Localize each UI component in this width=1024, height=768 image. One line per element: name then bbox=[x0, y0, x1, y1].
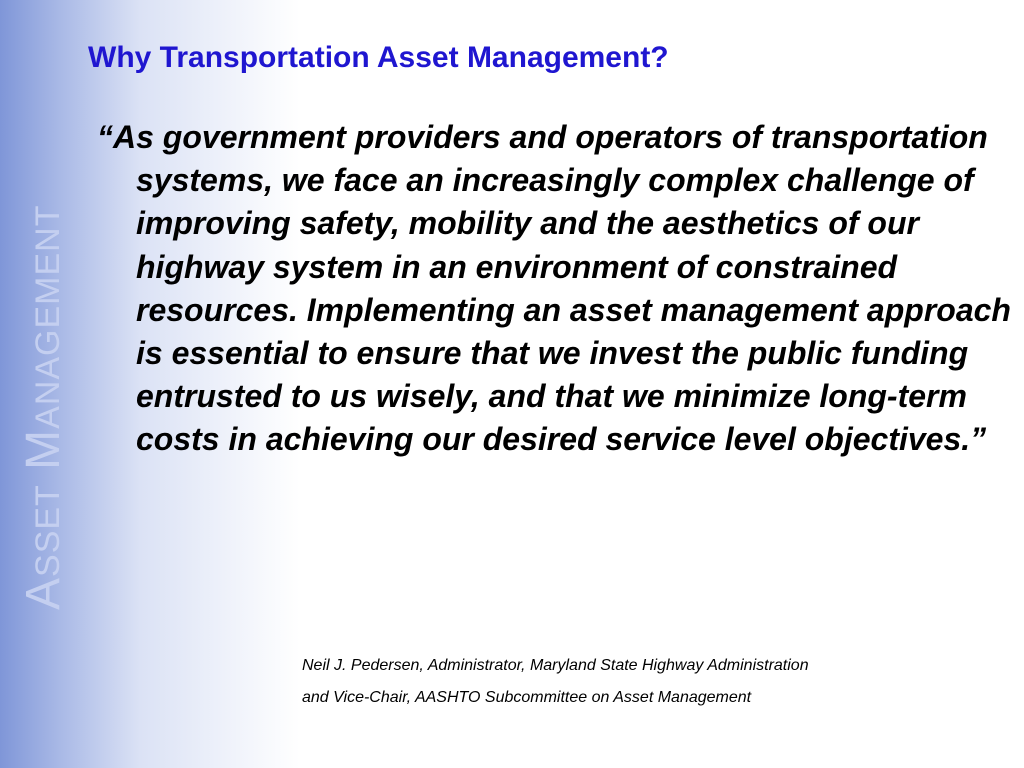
side-label: Asset Management bbox=[17, 204, 70, 610]
attribution bbox=[302, 650, 1002, 714]
quote-text: “As government providers and operators of transportation systems, we face an increasingly complex challenge of improving safety, mobility and the aesthetics of our highway system in an environment of constrained resources. Implementing an asset management approach is essential to ensure that we invest the public funding entrusted to us wisely, and that we minimize long-term costs in achieving our desired service level objectives.” bbox=[97, 119, 1011, 458]
attribution-line-2: and Vice-Chair, AASHTO Subcommittee on Asset Management bbox=[302, 689, 752, 706]
attribution-line-1: Neil J. Pedersen, Administrator, Maryland State Highway Administration bbox=[302, 657, 809, 674]
side-gradient-band bbox=[0, 0, 80, 768]
slide-title: Why Transportation Asset Management? bbox=[88, 41, 669, 74]
